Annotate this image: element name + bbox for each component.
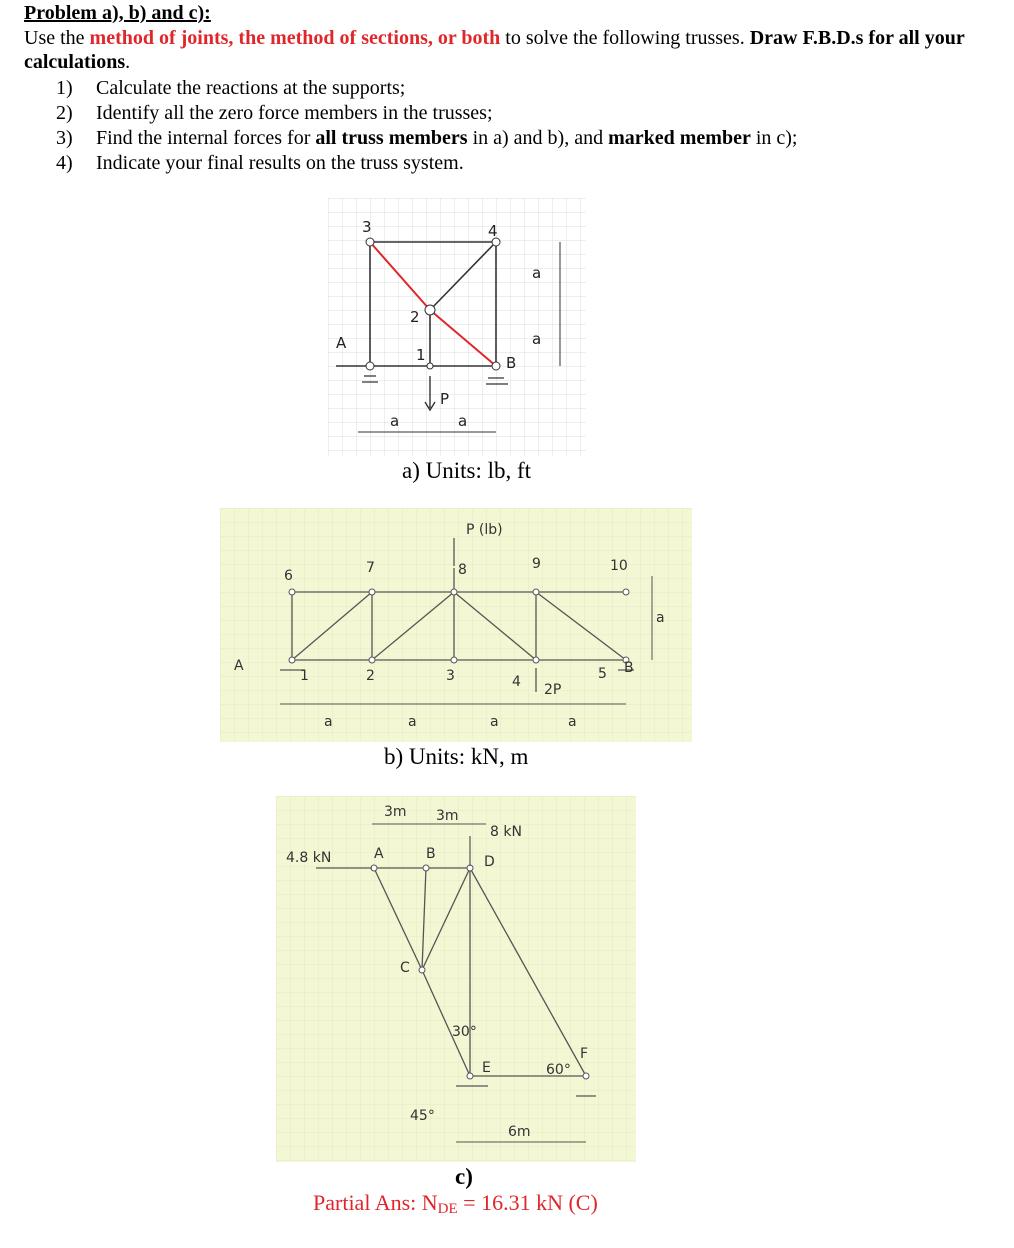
label-E: E bbox=[482, 1060, 491, 1076]
label-B: B bbox=[426, 846, 436, 862]
intro-mid: to solve the following trusses. bbox=[500, 27, 750, 49]
joint-1 bbox=[427, 363, 433, 369]
label-load-P: P (lb) bbox=[466, 522, 503, 538]
joint-3 bbox=[366, 238, 374, 246]
label-dim-3m-1: 3m bbox=[384, 804, 407, 820]
label-dim-a4: a bbox=[532, 330, 542, 348]
label-angle-30: 30° bbox=[452, 1024, 477, 1040]
answer-prefix: Partial Ans: N bbox=[313, 1190, 438, 1215]
label-6: 6 bbox=[284, 568, 293, 584]
intro-methods: method of joints, the method of sections, or both bbox=[89, 27, 501, 49]
label-dim-a2: a bbox=[458, 412, 468, 430]
truss-b-figure bbox=[220, 508, 692, 742]
label-dim-a2: a bbox=[408, 714, 417, 730]
label-P: P bbox=[440, 390, 450, 408]
label-A: A bbox=[336, 334, 347, 352]
label-F: F bbox=[580, 1046, 589, 1062]
label-dim-a1: a bbox=[324, 714, 333, 730]
label-7: 7 bbox=[366, 560, 375, 576]
label-9: 9 bbox=[532, 556, 541, 572]
caption-b: b) Units: kN, m bbox=[384, 744, 529, 769]
label-3: 3 bbox=[362, 218, 372, 236]
joint-B bbox=[492, 362, 500, 370]
problem-title: Problem a), b) and c): bbox=[24, 2, 211, 24]
problem-intro bbox=[24, 26, 984, 74]
joint-A bbox=[366, 362, 374, 370]
label-B: B bbox=[624, 660, 634, 676]
label-2P: 2P bbox=[544, 682, 562, 698]
label-5: 5 bbox=[598, 666, 607, 682]
label-10: 10 bbox=[610, 558, 628, 574]
label-dim-a5: a bbox=[656, 610, 665, 626]
label-dim-a4: a bbox=[568, 714, 577, 730]
label-angle-45: 45° bbox=[410, 1108, 435, 1124]
label-dim-a3: a bbox=[532, 264, 542, 282]
caption-a: a) Units: lb, ft bbox=[402, 458, 532, 483]
label-A: A bbox=[234, 658, 244, 674]
label-1: 1 bbox=[416, 346, 426, 364]
truss-a-figure bbox=[328, 198, 586, 456]
task-text: Indicate your final results on the truss system. bbox=[96, 152, 464, 174]
task-text: Find the internal forces for bbox=[96, 127, 316, 149]
answer-subscript: DE bbox=[437, 1201, 458, 1217]
truss-c-figure bbox=[276, 796, 636, 1162]
label-C: C bbox=[400, 960, 410, 976]
label-A: A bbox=[374, 846, 384, 862]
task-number: 2) bbox=[56, 102, 73, 124]
label-2: 2 bbox=[410, 308, 420, 326]
task-number: 3) bbox=[56, 127, 73, 149]
label-dim-a1: a bbox=[390, 412, 400, 430]
joint-2 bbox=[425, 305, 435, 315]
label-dim-6m: 6m bbox=[508, 1124, 531, 1140]
label-dim-3m-2: 3m bbox=[436, 808, 459, 824]
answer-value: = 16.31 kN (C) bbox=[457, 1190, 598, 1215]
label-D: D bbox=[484, 854, 495, 870]
label-load-4.8kN: 4.8 kN bbox=[286, 850, 332, 866]
partial-answer bbox=[313, 1190, 598, 1218]
label-dim-a3: a bbox=[490, 714, 499, 730]
label-angle-60: 60° bbox=[546, 1062, 571, 1078]
label-4: 4 bbox=[488, 222, 498, 240]
caption-c: c) bbox=[455, 1164, 473, 1189]
intro-draw: Draw F.B.D.s for all your calculations bbox=[24, 27, 965, 73]
task-text: Identify all the zero force members in the trusses; bbox=[96, 102, 493, 124]
task-bold: all truss members bbox=[315, 127, 468, 149]
task-text: in c); bbox=[750, 127, 798, 149]
label-load-8kN: 8 kN bbox=[490, 824, 522, 840]
intro-end: . bbox=[125, 51, 131, 73]
label-B: B bbox=[506, 354, 517, 372]
task-list bbox=[56, 76, 797, 176]
task-bold: marked member bbox=[608, 127, 751, 149]
task-item bbox=[56, 151, 797, 176]
label-1: 1 bbox=[300, 668, 309, 684]
label-4: 4 bbox=[512, 674, 521, 690]
task-text: in a) and b), and bbox=[467, 127, 609, 149]
label-8: 8 bbox=[458, 562, 467, 578]
task-item bbox=[56, 126, 797, 151]
task-number: 1) bbox=[56, 77, 73, 99]
task-item bbox=[56, 101, 797, 126]
task-number: 4) bbox=[56, 152, 73, 174]
task-text: Calculate the reactions at the supports; bbox=[96, 77, 406, 99]
grid-paper bbox=[328, 198, 586, 456]
task-item bbox=[56, 76, 797, 101]
intro-prefix: Use the bbox=[24, 27, 90, 49]
label-3: 3 bbox=[446, 668, 455, 684]
label-2: 2 bbox=[366, 668, 375, 684]
